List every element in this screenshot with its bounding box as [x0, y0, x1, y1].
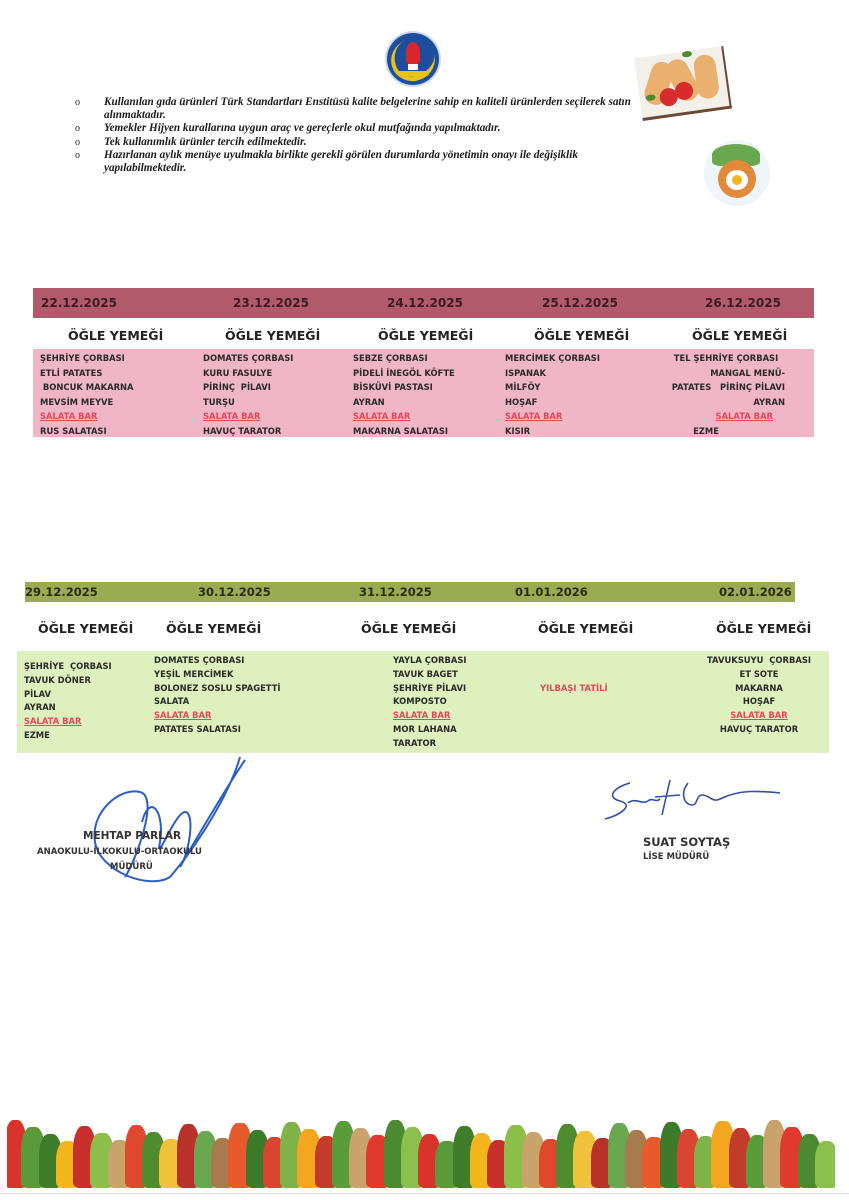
food-plate-image: [634, 46, 732, 121]
meal-title: ÖĞLE YEMEĞİ: [166, 621, 262, 636]
bullet-icon: o: [75, 123, 80, 135]
date-cell: 24.12.2025: [387, 296, 463, 310]
notes-list: [75, 96, 645, 175]
menu-item: MİLFÖY: [505, 382, 541, 393]
menu-item: EZME: [693, 425, 719, 436]
menu-item: HAVUÇ TARATOR: [203, 425, 282, 436]
week2-date-bar: [25, 582, 795, 602]
date-cell: 26.12.2025: [705, 296, 781, 310]
yolk-shape: [732, 175, 742, 185]
menu-item: TAVUK BAGET: [393, 668, 458, 679]
menu-item: SEBZE ÇORBASI: [353, 353, 428, 363]
menu-column: [393, 654, 466, 751]
menu-item: RUS SALATASI: [40, 425, 107, 436]
note-text: Hazırlanan aylık menüye uyulmakla birlikte gerekli görülen durumlarda yönetimin onayı ile değişiklik yapılabilmektedir.: [104, 148, 578, 175]
date-cell: 29.12.2025: [25, 585, 98, 599]
bullet-icon: o: [75, 97, 80, 108]
menu-item: PİLAV: [24, 688, 51, 699]
menu-item: TEL ŞEHRİYE ÇORBASI: [673, 353, 779, 363]
week2-menu-box: [17, 651, 829, 753]
date-cell: 23.12.2025: [233, 296, 309, 310]
bullet-icon: o: [75, 149, 80, 161]
menu-column: [505, 351, 600, 439]
menu-column: [24, 660, 112, 743]
menu-item: BONCUK MAKARNA: [40, 382, 134, 393]
salad-bar-item: SALATA BAR: [715, 411, 773, 422]
menu-item: MERCİMEK ÇORBASI: [505, 353, 600, 363]
menu-item: AYRAN: [24, 702, 56, 713]
menu-item: AYRAN: [753, 396, 785, 407]
menu-item: ŞEHRİYE PİLAVI: [393, 682, 467, 693]
salad-bar-item: SALATA BAR: [203, 411, 261, 422]
menu-item: ŞEHRİYE ÇORBASI: [24, 661, 112, 671]
menu-item: KURU FASULYE: [203, 367, 273, 378]
menu-item: ŞEHRİYE ÇORBASI: [40, 353, 125, 363]
menu-item: HAVUÇ TARATOR: [719, 723, 799, 734]
salad-bar-item: SALATA BAR: [40, 411, 98, 422]
meal-title: ÖĞLE YEMEĞİ: [361, 621, 457, 636]
salad-bar-item: SALATA BAR: [393, 710, 451, 721]
menu-item: DOMATES ÇORBASI: [203, 353, 294, 363]
holiday-label: YILBAŞI TATİLİ: [540, 683, 608, 693]
menu-item: TURŞU: [203, 396, 235, 407]
signer-right-name: SUAT SOYTAŞ: [643, 835, 731, 849]
date-cell: 25.12.2025: [542, 296, 618, 310]
menu-item: DOMATES ÇORBASI: [154, 655, 245, 665]
emblem-band: [397, 71, 429, 76]
menu-item: HOŞAF: [505, 396, 538, 407]
menu-item: ET SOTE: [739, 668, 779, 679]
note-text: Tek kullanımlık ürünler tercih edilmektedir.: [104, 135, 307, 148]
menu-item: ETLİ PATATES: [40, 367, 103, 378]
flame-shape: [406, 42, 420, 64]
meal-title: ÖĞLE YEMEĞİ: [38, 621, 134, 636]
menu-item: TARATOR: [393, 737, 437, 748]
menu-item: YAYLA ÇORBASI: [393, 655, 467, 665]
menu-column: [667, 351, 785, 439]
menu-item: TAVUK DÖNER: [24, 674, 91, 685]
vegetables-border-icon: [7, 1120, 835, 1188]
note-item: [75, 122, 645, 135]
date-cell: 02.01.2026: [719, 585, 792, 599]
school-emblem-icon: [387, 33, 439, 85]
vegetable-shape: [815, 1141, 835, 1188]
date-cell: 31.12.2025: [359, 585, 432, 599]
menu-item: MAKARNA SALATASI: [353, 425, 449, 436]
menu-item: AYRAN: [353, 396, 385, 407]
note-item: [75, 96, 645, 122]
menu-item: PATATES SALATASI: [154, 723, 241, 734]
menu-item: MAKARNA: [735, 682, 783, 693]
signer-right-role: LİSE MÜDÜRÜ: [643, 852, 710, 862]
salad-bar-item: SALATA BAR: [154, 710, 212, 721]
meal-title: ÖĞLE YEMEĞİ: [534, 328, 630, 343]
menu-column: [203, 351, 293, 439]
menu-column: [699, 654, 819, 737]
leaf-shape: [682, 50, 693, 57]
torch-base-shape: [408, 64, 418, 70]
week1-date-bar: [33, 288, 814, 318]
date-cell: 01.01.2026: [515, 585, 588, 599]
menu-item: MOR LAHANA: [393, 723, 457, 734]
menu-item: BOLONEZ SOSLU SPAGETTİ: [154, 682, 281, 693]
week1-menu-box: [33, 349, 814, 437]
meal-title: ÖĞLE YEMEĞİ: [692, 328, 788, 343]
menu-item: ISPANAK: [505, 367, 546, 378]
menu-item: MANGAL MENÜ-: [710, 367, 785, 378]
menu-column: [154, 654, 281, 737]
meal-title: ÖĞLE YEMEĞİ: [225, 328, 321, 343]
note-item: [75, 136, 645, 149]
signature-right-icon: [600, 775, 785, 825]
bullet-icon: o: [75, 136, 80, 148]
menu-column: [353, 351, 455, 439]
menu-item: MEVSİM MEYVE: [40, 396, 114, 407]
menu-item: HOŞAF: [742, 696, 776, 707]
menu-item: PATATES PİRİNÇ PİLAVI: [671, 382, 785, 393]
menu-item: PİRİNÇ PİLAVI: [203, 382, 271, 393]
date-cell: 30.12.2025: [198, 585, 271, 599]
menu-item: TAVUKSUYU ÇORBASI: [706, 655, 811, 665]
menu-item: KISIR: [505, 425, 531, 436]
meal-title: ÖĞLE YEMEĞİ: [716, 621, 812, 636]
menu-item: SALATA: [154, 696, 190, 707]
salad-bar-item: SALATA BAR: [730, 710, 788, 721]
salad-bar-item: SALATA BAR: [353, 411, 411, 422]
signer-left-role-line2: MÜDÜRÜ: [110, 862, 153, 872]
menu-item: BİSKÜVİ PASTASI: [353, 382, 433, 393]
menu-item: EZME: [24, 729, 50, 740]
note-text: Yemekler Hijyen kurallarına uygun araç ve gereçlerle okul mutfağında yapılmaktadır.: [104, 122, 501, 135]
meal-title: ÖĞLE YEMEĞİ: [538, 621, 634, 636]
menu-column: [40, 351, 134, 439]
menu-item: PİDELİ İNEGÖL KÖFTE: [353, 367, 455, 378]
menu-item: YEŞİL MERCİMEK: [154, 668, 234, 679]
meal-title: ÖĞLE YEMEĞİ: [378, 328, 474, 343]
meal-title: ÖĞLE YEMEĞİ: [68, 328, 164, 343]
signer-left-role: ANAOKULU-İLKOKULU-ORTAOKULU: [37, 847, 202, 857]
signer-left-name: MEHTAP PARLAR: [83, 830, 182, 842]
salad-bar-item: SALATA BAR: [24, 716, 82, 727]
date-cell: 22.12.2025: [41, 296, 117, 310]
signature-left-icon: [80, 752, 255, 892]
menu-item: KOMPOSTO: [393, 696, 447, 707]
footer-divider: [0, 1193, 849, 1194]
salad-bar-item: SALATA BAR: [505, 411, 563, 422]
food-bowl-image: [704, 140, 770, 206]
note-text: Kullanılan gıda ürünleri Türk Standartları Enstitüsü kalite belgelerine sahip en kaliteli ürünlerden seçilerek satın alınmaktadır.: [104, 96, 631, 122]
note-item: [75, 149, 645, 175]
